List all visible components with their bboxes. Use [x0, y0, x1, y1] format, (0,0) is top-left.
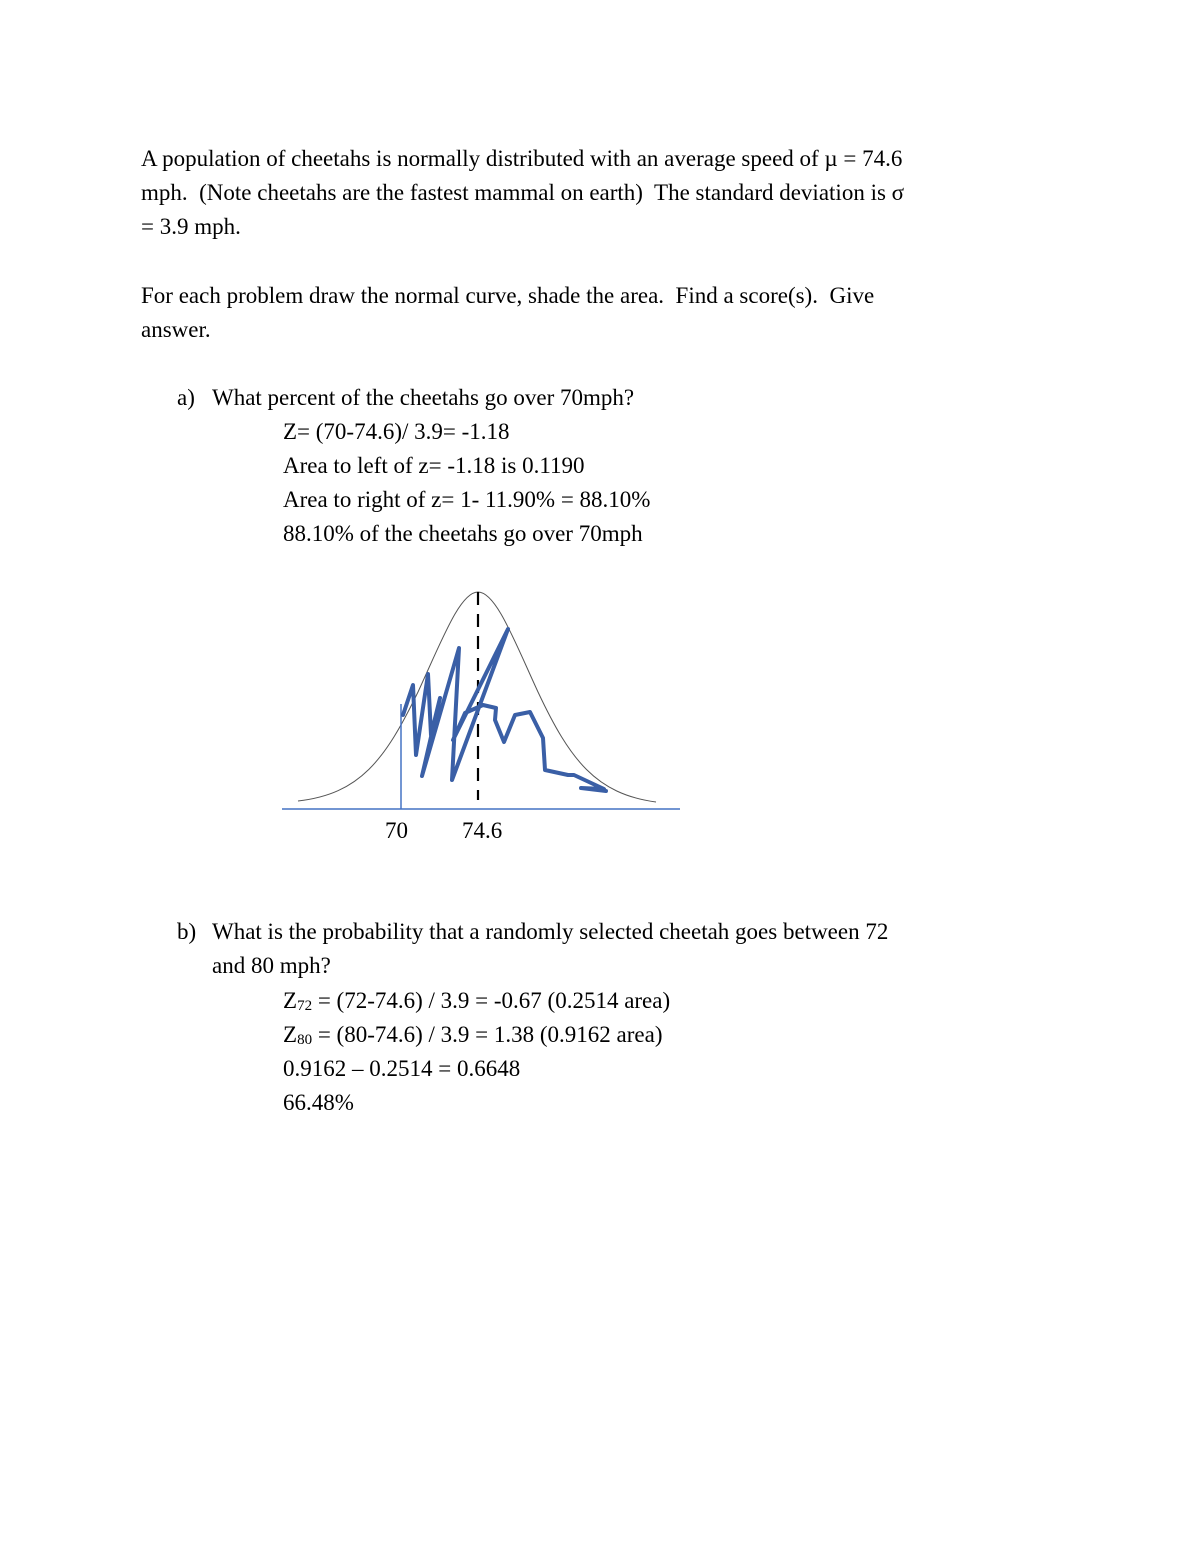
problem-b-marker: b) [177, 919, 197, 944]
z72-rest: = (72-74.6) / 3.9 = -0.67 (0.2514 area) [312, 988, 671, 1013]
axis-label-mean: 74.6 [462, 818, 503, 843]
problem-a-marker: a) [177, 385, 195, 410]
problem-b-question-line-2: and 80 mph? [212, 953, 331, 978]
shading-scribble [403, 629, 606, 791]
problem-b-question-line-1: What is the probability that a randomly selected cheetah goes between 72 [212, 919, 889, 944]
difference-line: 0.9162 – 0.2514 = 0.6648 [283, 1056, 521, 1081]
z80-line [283, 1023, 662, 1048]
axis-label-70: 70 [385, 818, 408, 843]
intro-line-1: A population of cheetahs is normally distributed with an average speed of µ = 74.6 [141, 146, 903, 171]
z80-var: Z [283, 1022, 298, 1047]
instructions-line-2: answer. [141, 317, 211, 342]
answer-line: 66.48% [283, 1090, 354, 1115]
z80-rest: = (80-74.6) / 3.9 = 1.38 (0.9162 area) [312, 1022, 663, 1047]
problem-a-step-2: Area to left of z= -1.18 is 0.1190 [283, 453, 585, 478]
z72-line [283, 989, 670, 1014]
problem-a-step-1: Z= (70-74.6)/ 3.9= -1.18 [283, 419, 510, 444]
problem-a-step-3: Area to right of z= 1- 11.90% = 88.10% [283, 487, 651, 512]
z72-var: Z [283, 988, 298, 1013]
normal-curve-figure [270, 580, 690, 850]
problem-a-step-4: 88.10% of the cheetahs go over 70mph [283, 521, 643, 546]
z72-subscript: 72 [297, 998, 313, 1014]
instructions-line-1: For each problem draw the normal curve, shade the area. Find a score(s). Give [141, 283, 875, 308]
normal-curve-svg [270, 580, 690, 850]
z80-subscript: 80 [297, 1032, 313, 1048]
problem-a-question: What percent of the cheetahs go over 70mph? [212, 385, 635, 410]
intro-line-3: = 3.9 mph. [141, 214, 241, 239]
intro-line-2: mph. (Note cheetahs are the fastest mammal on earth) The standard deviation is σ [141, 180, 905, 205]
